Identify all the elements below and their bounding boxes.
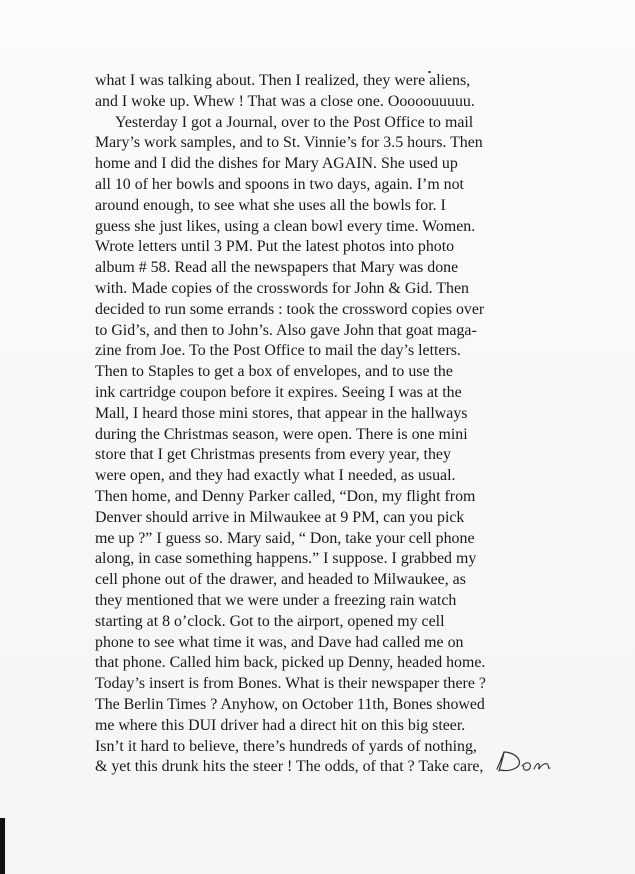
text-line: phone to see what time it was, and Dave had called me on bbox=[95, 633, 464, 651]
text-line: Mall, I heard those mini stores, that appear in the hallways bbox=[95, 404, 468, 422]
text-line: were open, and they had exactly what I needed, as usual. bbox=[95, 467, 456, 485]
text-line: & yet this drunk hits the steer ! The odds, of that ? Take care, bbox=[95, 758, 484, 776]
text-line: they mentioned that we were under a freezing rain watch bbox=[95, 591, 457, 609]
text-line: that phone. Called him back, picked up Denny, headed home. bbox=[95, 654, 486, 672]
text-line: around enough, to see what she uses all the bowls for. I bbox=[95, 196, 446, 214]
text-line: me where this DUI driver had a direct hit on this big steer. bbox=[95, 716, 466, 734]
text-line: Today’s insert is from Bones. What is their newspaper there ? bbox=[95, 675, 486, 693]
text-line: and I woke up. Whew ! That was a close one. Ooooouuuuu. bbox=[95, 92, 475, 110]
text-line: Yesterday I got a Journal, over to the Post Office to mail bbox=[115, 113, 474, 131]
text-line: The Berlin Times ? Anyhow, on October 11th, Bones showed bbox=[95, 695, 485, 713]
text-line: me up ?” I guess so. Mary said, “ Don, take your cell phone bbox=[95, 529, 475, 547]
scan-edge-shadow bbox=[0, 818, 5, 874]
text-line: store that I get Christmas presents from every year, they bbox=[95, 446, 451, 464]
text-line: home and I did the dishes for Mary AGAIN. She used up bbox=[95, 155, 458, 173]
text-line: Then to Staples to get a box of envelopes, and to use the bbox=[95, 363, 453, 381]
text-line: to Gid’s, and then to John’s. Also gave John that goat maga- bbox=[95, 321, 477, 339]
text-line: Isn’t it hard to believe, there’s hundreds of yards of nothing, bbox=[95, 737, 477, 755]
text-line: album # 58. Read all the newspapers that Mary was done bbox=[95, 259, 459, 277]
text-line: all 10 of her bowls and spoons in two days, again. I’m not bbox=[95, 175, 464, 193]
text-line: starting at 8 o’clock. Got to the airport, opened my cell bbox=[95, 612, 445, 630]
text-line: zine from Joe. To the Post Office to mail the day’s letters. bbox=[95, 342, 461, 360]
text-line: ink cartridge coupon before it expires. Seeing I was at the bbox=[95, 383, 462, 401]
letter-body bbox=[95, 71, 545, 778]
text-line: Mary’s work samples, and to St. Vinnie’s for 3.5 hours. Then bbox=[95, 134, 483, 152]
text-line: during the Christmas season, were open. There is one mini bbox=[95, 425, 468, 443]
text-line: Wrote letters until 3 PM. Put the latest photos into photo bbox=[95, 238, 455, 256]
text-line: along, in case something happens.” I suppose. I grabbed my bbox=[95, 550, 477, 568]
text-line: decided to run some errands : took the crossword copies over bbox=[95, 300, 485, 318]
text-line: Denver should arrive in Milwaukee at 9 PM, can you pick bbox=[95, 508, 465, 526]
text-line: Then home, and Denny Parker called, “Don, my flight from bbox=[95, 487, 476, 505]
text-line: cell phone out of the drawer, and headed to Milwaukee, as bbox=[95, 571, 466, 589]
text-line: what I was talking about. Then I realized, they were aliens, bbox=[95, 72, 471, 89]
text-line: with. Made copies of the crosswords for John & Gid. Then bbox=[95, 279, 469, 297]
handwritten-signature bbox=[492, 746, 557, 776]
text-line: guess she just likes, using a clean bowl every time. Women. bbox=[95, 217, 476, 235]
